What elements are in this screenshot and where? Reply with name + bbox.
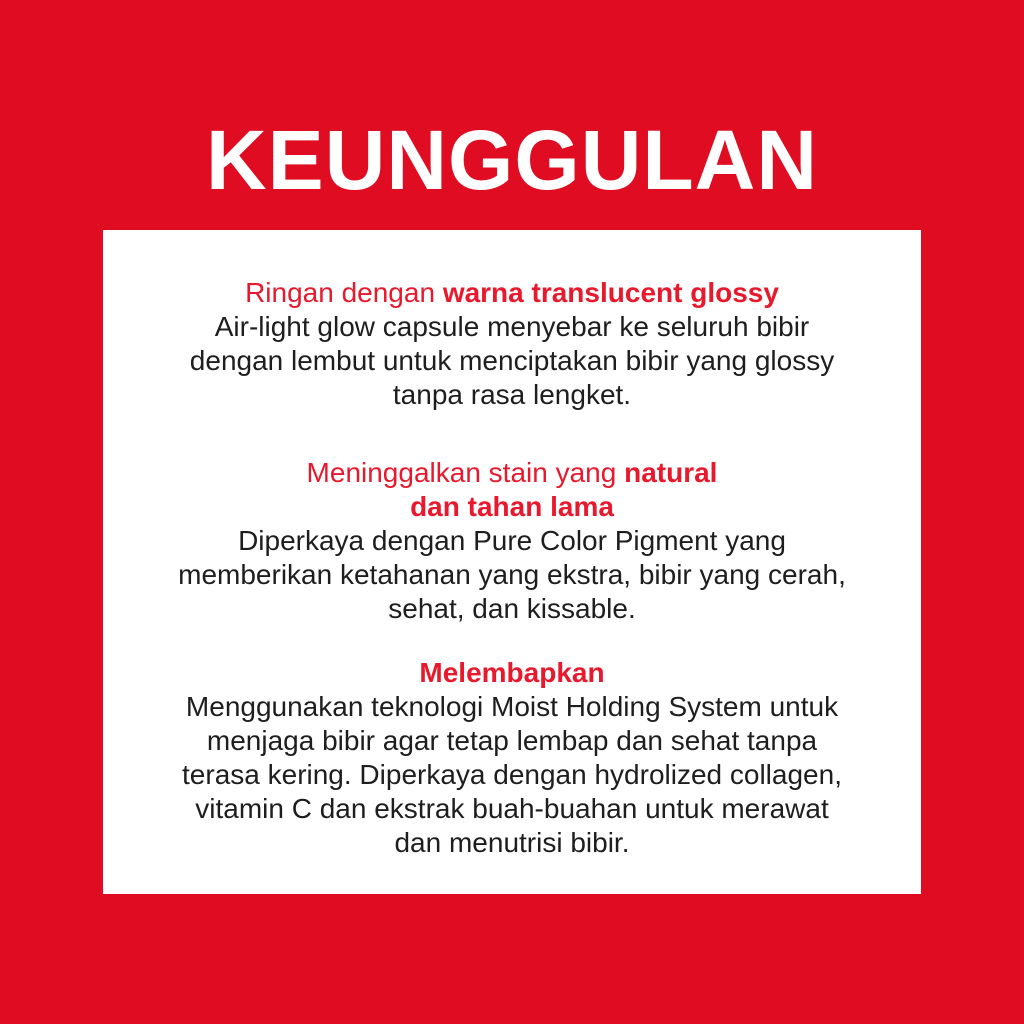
body-line: menjaga bibir agar tetap lembap dan sehat tanpa	[206, 725, 818, 756]
section-heading	[139, 456, 885, 490]
heading-regular-text: Meninggalkan stain yang	[306, 457, 625, 488]
content-card	[103, 230, 921, 894]
section-body	[139, 690, 885, 860]
page-title: KEUNGGULAN	[206, 113, 818, 207]
section-heading	[139, 656, 885, 690]
section-natural-stain	[139, 456, 885, 626]
body-line: vitamin C dan ekstrak buah-buahan untuk merawat	[195, 793, 829, 824]
body-line: Air-light glow capsule menyebar ke seluruh bibir	[214, 311, 810, 342]
body-line: dengan lembut untuk menciptakan bibir yang glossy	[189, 345, 835, 376]
body-line: sehat, dan kissable.	[388, 593, 636, 624]
heading-bold-line2: dan tahan lama	[410, 491, 614, 522]
section-translucent-glossy	[139, 276, 885, 412]
body-line: memberikan ketahanan yang ekstra, bibir yang cerah,	[178, 559, 846, 590]
section-melembapkan	[139, 656, 885, 860]
section-heading	[139, 276, 885, 310]
body-line: Menggunakan teknologi Moist Holding System untuk	[185, 691, 839, 722]
heading-bold-text: natural	[624, 457, 718, 488]
body-line: terasa kering. Diperkaya dengan hydrolized collagen,	[182, 759, 842, 790]
body-line: dan menutrisi bibir.	[394, 827, 630, 858]
section-body	[139, 310, 885, 412]
section-body	[139, 524, 885, 626]
heading-regular-text: Ringan dengan	[245, 277, 443, 308]
heading-bold-text: warna translucent glossy	[442, 277, 779, 308]
body-line: tanpa rasa lengket.	[392, 379, 632, 410]
heading-bold-text: Melembapkan	[419, 657, 605, 688]
body-line: Diperkaya dengan Pure Color Pigment yang	[238, 525, 786, 556]
